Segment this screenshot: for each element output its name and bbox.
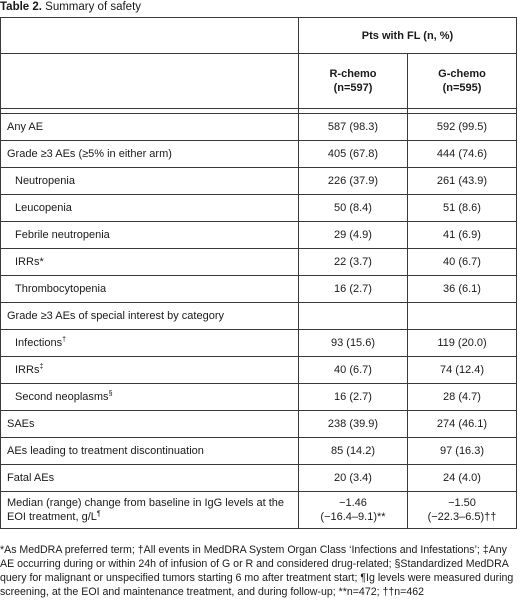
g-chemo-value: [408, 303, 517, 330]
r-chemo-value: 16 (2.7): [299, 384, 408, 411]
r-chemo-value: 29 (4.9): [299, 222, 408, 249]
table-row: [1, 384, 517, 411]
header-g-chemo: [408, 54, 517, 109]
g-chemo-value: 119 (20.0): [408, 330, 517, 357]
r-chemo-value: [299, 303, 408, 330]
header-g-name: G-chemo: [438, 68, 486, 80]
table-row: [1, 195, 517, 222]
g-chemo-value: [408, 492, 517, 529]
table-row: [1, 114, 517, 141]
g-range: (−22.3–6.5)††: [427, 511, 497, 523]
table-caption: [0, 0, 141, 14]
table-row: [1, 492, 517, 529]
r-chemo-value: 405 (67.8): [299, 141, 408, 168]
g-chemo-value: 24 (4.0): [408, 465, 517, 492]
row-label: Fatal AEs: [1, 465, 299, 492]
g-chemo-value: 36 (6.1): [408, 276, 517, 303]
header-empty-cell: [1, 54, 299, 109]
r-chemo-value: 238 (39.9): [299, 411, 408, 438]
header-columns-row: [1, 54, 517, 109]
row-label-text: Second neoplasms: [15, 391, 109, 403]
table-row: [1, 303, 517, 330]
header-r-chemo: [299, 54, 408, 109]
row-label: IRRs*: [1, 249, 299, 276]
r-median: −1.46: [339, 497, 367, 509]
r-chemo-value: 587 (98.3): [299, 114, 408, 141]
caption-label: Table 2.: [0, 1, 42, 13]
r-chemo-value: [299, 492, 408, 529]
row-label: Leucopenia: [1, 195, 299, 222]
r-chemo-value: 85 (14.2): [299, 438, 408, 465]
r-chemo-value: 226 (37.9): [299, 168, 408, 195]
row-label: Any AE: [1, 114, 299, 141]
row-label: [1, 330, 299, 357]
row-label: [1, 357, 299, 384]
row-label: [1, 492, 299, 529]
g-median: −1.50: [448, 497, 476, 509]
r-chemo-value: 16 (2.7): [299, 276, 408, 303]
g-chemo-value: 444 (74.6): [408, 141, 517, 168]
table-row: [1, 438, 517, 465]
row-label: SAEs: [1, 411, 299, 438]
footnote-marker: ¶: [96, 510, 101, 518]
r-chemo-value: 93 (15.6): [299, 330, 408, 357]
row-label: Grade ≥3 AEs of special interest by category: [1, 303, 299, 330]
r-chemo-value: 40 (6.7): [299, 357, 408, 384]
header-r-name: R-chemo: [329, 68, 377, 80]
g-chemo-value: 261 (43.9): [408, 168, 517, 195]
header-empty-cell: [1, 18, 299, 54]
row-label-text: Median (range) change from baseline in IgG levels at the EOI treatment, g/L: [7, 497, 284, 523]
r-chemo-value: 20 (3.4): [299, 465, 408, 492]
header-r-n: (n=597): [333, 82, 373, 94]
table-row: [1, 168, 517, 195]
row-label-text: Infections: [15, 337, 63, 349]
r-range: (−16.4–9.1)**: [320, 511, 386, 523]
table-row: [1, 276, 517, 303]
caption-text: Summary of safety: [41, 1, 142, 13]
row-label: Febrile neutropenia: [1, 222, 299, 249]
r-chemo-value: 50 (8.4): [299, 195, 408, 222]
g-chemo-value: 97 (16.3): [408, 438, 517, 465]
g-chemo-value: 592 (99.5): [408, 114, 517, 141]
row-label: Thrombocytopenia: [1, 276, 299, 303]
footnote-marker: ‡: [39, 363, 44, 371]
row-label: AEs leading to treatment discontinuation: [1, 438, 299, 465]
g-chemo-value: 28 (4.7): [408, 384, 517, 411]
table-row: [1, 330, 517, 357]
row-label: Neutropenia: [1, 168, 299, 195]
g-chemo-value: 41 (6.9): [408, 222, 517, 249]
table-row: [1, 357, 517, 384]
table-row: [1, 222, 517, 249]
g-chemo-value: 40 (6.7): [408, 249, 517, 276]
safety-table: [0, 17, 517, 529]
footnote-marker: †: [62, 336, 66, 344]
header-g-n: (n=595): [442, 82, 482, 94]
table-row: [1, 141, 517, 168]
header-group-row: [1, 18, 517, 54]
g-chemo-value: 51 (8.6): [408, 195, 517, 222]
table-row: [1, 249, 517, 276]
g-chemo-value: 274 (46.1): [408, 411, 517, 438]
g-chemo-value: 74 (12.4): [408, 357, 517, 384]
row-label: Grade ≥3 AEs (≥5% in either arm): [1, 141, 299, 168]
r-chemo-value: 22 (3.7): [299, 249, 408, 276]
footnote-marker: §: [108, 390, 113, 398]
row-label-text: IRRs: [15, 364, 40, 376]
table-footnote: *As MedDRA preferred term; †All events in MedDRA System Organ Class ‘Infections and Infestations’; ‡Any AE occurring during or within 24h of infusion of G or R and considered drug-related; §Standardized MedDRA query for malignant or unspecified tumors starting 6 mo after treatment start; ¶Ig levels were measured during screening, at the EOI and maintenance treatment, and during follow-up; **n=472; ††n=462: [0, 544, 514, 598]
table-row: [1, 411, 517, 438]
table-row: [1, 465, 517, 492]
row-label: [1, 384, 299, 411]
header-group-cell: Pts with FL (n, %): [299, 18, 517, 54]
